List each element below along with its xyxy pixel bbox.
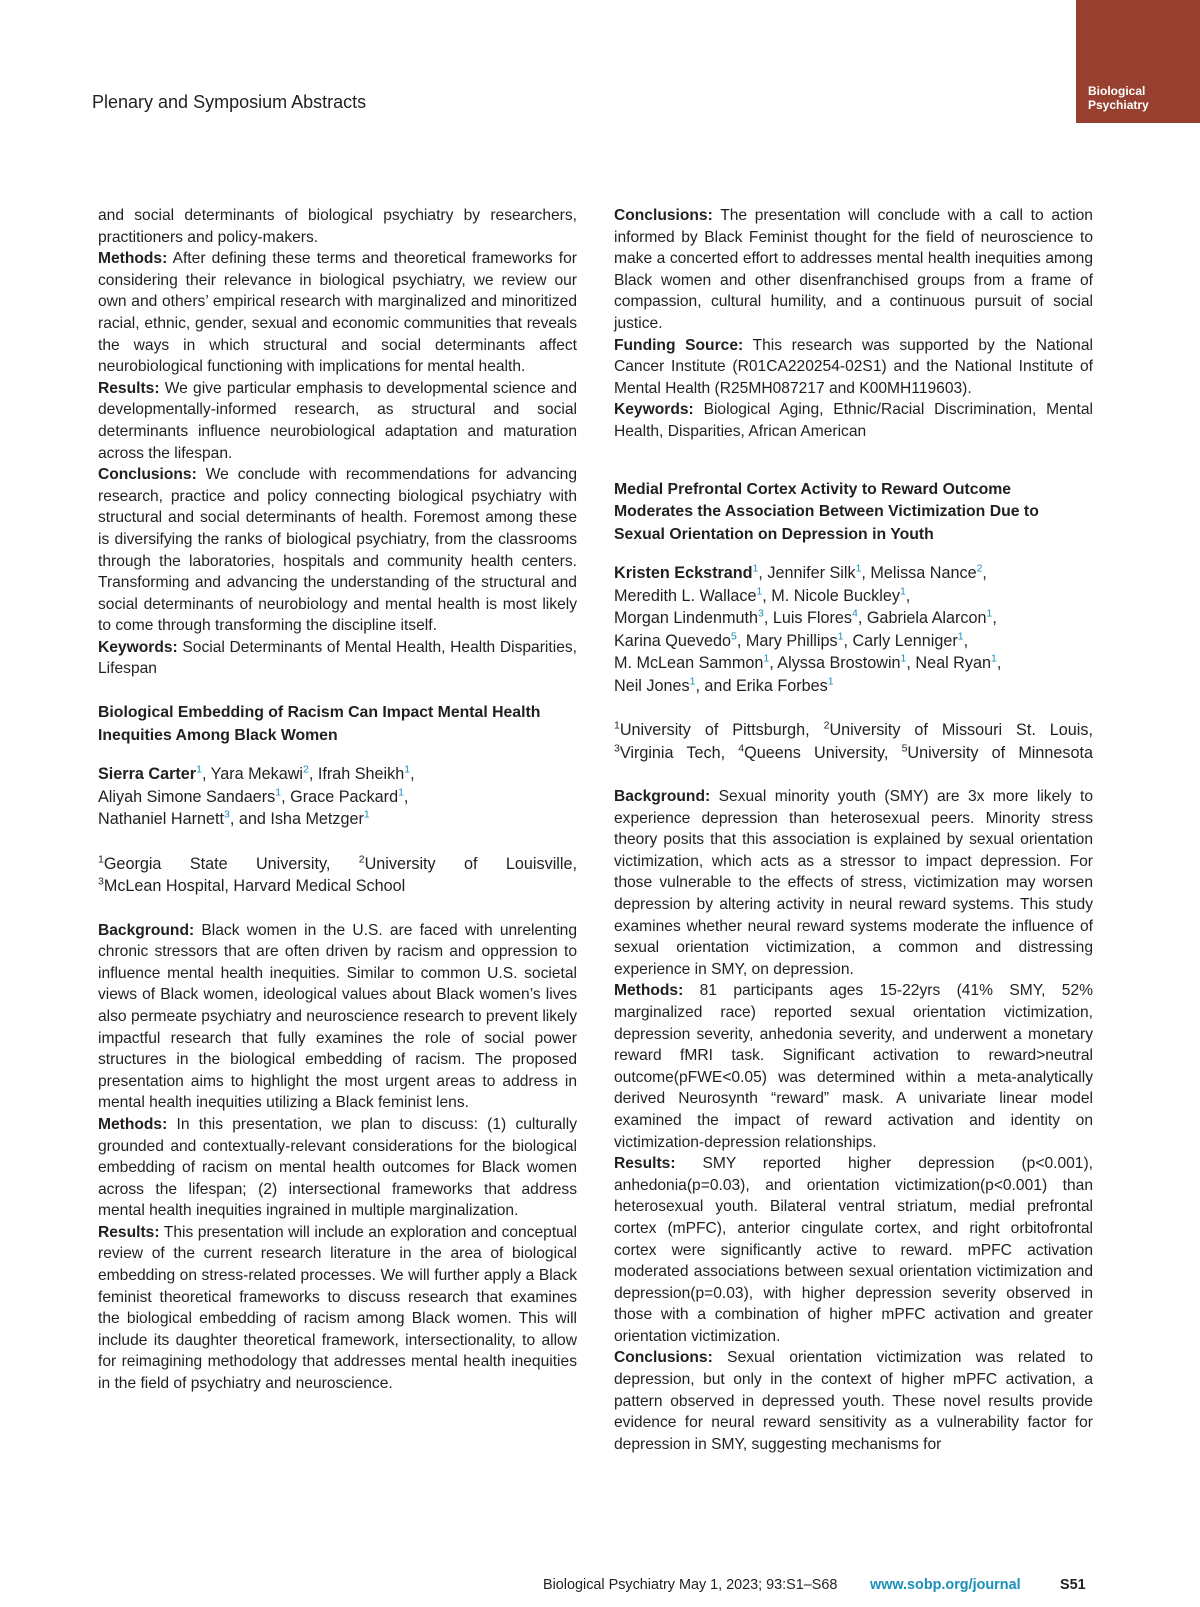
abstract3-methods [614,980,1093,1153]
author-affiliation-ref: 3 [223,808,230,821]
author-affiliation-ref: 1 [196,763,202,776]
author-affiliation-ref: 3 [757,607,764,620]
abstract2-title: Biological Embedding of Racism Can Impact Mental Health Inequities Among Black Women [98,704,541,744]
abstract2-affiliations: $^1$Georgia State University, $^2$University of Louisville, $^3$McLean Hospital, Harvard Medical School [98,853,577,896]
author-affiliation-ref: 1 [990,652,997,665]
abstract1-results [98,378,577,464]
abstract2-funding [614,335,1093,400]
abstract2-results [98,1222,577,1395]
section-label: Conclusions: [614,1349,713,1367]
author-name: Aliyah Simone Sandaers [98,787,276,806]
intro-continuation: and social determinants of biological psychiatry by researchers, practitioners and policy-makers. [98,207,577,246]
author-affiliation-ref: 1 [756,585,763,598]
author-name: Mary Phillips [745,631,838,650]
section-text: Social Determinants of Mental Health, Health Disparities, Lifespan [98,638,577,678]
affiliation-name: University of Pittsburgh [619,721,806,740]
abstract1-methods [98,248,577,378]
section-label: Methods: [98,250,168,268]
author-name: Isha Metzger [270,810,364,829]
abstract2-background [98,920,577,1114]
abstract3-results [614,1153,1093,1347]
section-label: Methods: [614,982,684,1000]
abstract2-keywords [614,399,1093,442]
journal-tab-line-2: Psychiatry [1088,98,1149,112]
abstract3-affiliations: $^1$University of Pittsburgh, $^2$University of Missouri St. Louis, $^3$Virginia Tech, $^4$Queens University, $^5$University of Minnesota [614,719,1093,762]
author-affiliation-ref: 1 [763,652,770,665]
author-name: Ifrah Sheikh [317,765,405,784]
affiliation-name: McLean Hospital, Harvard Medical School [103,877,406,896]
affiliation-name: Queens University [744,743,884,762]
section-text: Biological Aging, Ethnic/Racial Discrimination, Mental Health, Disparities, African American [614,401,1093,440]
author-affiliation-ref: 1 [900,652,907,665]
section-label: Conclusions: [614,207,713,224]
abstract1-conclusions [98,464,577,637]
author-affiliation-ref: 1 [827,675,834,688]
author-name: Neal Ryan [915,654,991,673]
author-affiliation-ref: 1 [404,763,411,776]
right-column [614,205,1093,1455]
affiliation-name: University of Minnesota [907,743,1093,762]
author-affiliation-ref: 1 [689,675,696,688]
author-name: Jennifer Silk [767,564,856,583]
section-label: Results: [614,1155,676,1173]
author-affiliation-ref: 1 [837,630,844,643]
author-name: Karina Quevedo [614,631,731,650]
section-label: Results: [98,379,160,397]
author-affiliation-ref: 1 [899,585,906,598]
section-label: Keywords: [614,401,694,419]
abstract1-keywords [98,637,577,680]
author-name: Nathaniel Harnett [98,810,224,829]
abstract3-background [614,786,1093,980]
section-label: Background: [614,788,711,806]
author-name: Erika Forbes [735,676,828,695]
footer-citation: Biological Psychiatry May 1, 2023; 93:S1–S68 [543,1577,838,1593]
left-column [98,205,577,1395]
section-label: Funding Source: [614,336,744,354]
abstract2-conclusions [614,205,1093,335]
section-text: After defining these terms and theoretical frameworks for considering their relevance in biological psychiatry, we review our own and others’ empirical research with marginalized and minoritized racial, ethnic, gender, sexual and economic communities that reveals the ways in which structural and social determinants affect neurobiological functioning with implications for mental health. [98,250,577,376]
section-text: Sexual orientation victimization was related to depression, but only in the context of higher mPFC activation, a pattern observed in depressed youth. These novel results provide evidence for neural reward sensitivity as a vulnerability factor for depression in SMY, suggesting mechanisms for [614,1349,1093,1453]
journal-tab-line-1: Biological [1088,84,1146,98]
author-affiliation-ref: 1 [363,808,370,821]
author-name: Grace Packard [290,787,399,806]
section-text: 81 participants ages 15-22yrs (41% SMY, 52% marginalized race) reported sexual orientation victimization, depression severity, anhedonia severity, and underwent a monetary reward fMRI task. Significant activation to reward>neutral outcome(pFWE<0.05) was determined within a meta-analytically derived Neurosynth “reward” mask. A univariate linear model examined the impact of reward activation and identity on victimization-depression relationships. [614,982,1093,1151]
author-affiliation-ref: 2 [976,562,983,575]
author-affiliation-ref: 1 [957,630,964,643]
author-name: Gabriela Alarcon [866,609,987,628]
author-affiliation-ref: 1 [855,562,862,575]
journal-tab [1076,0,1200,123]
author-name: M. Nicole Buckley [771,586,900,605]
section-text: We conclude with recommendations for advancing research, practice and policy connecting biological psychiatry with structural and social determinants of health. Foremost among these is diversifying the ranks of biological psychiatry, from the classrooms through the laboratories, hospitals and community health centers. Transforming and advancing the understanding of the structural and social determinants of neurobiology and mental health is most likely to come through transforming the discipline itself. [98,466,578,635]
section-text: Black women in the U.S. are faced with unrelenting chronic stressors that are often driven by racism and oppression to influence mental health inequities. Similar to common U.S. societal views of Black women, ideological values about Black women’s lives also permeate psychiatry and neuroscience research to prevent likely impactful research that fully examines the role of social power structures in the biological embedding of racism. The proposed presentation aims to highlight the most urgent areas to address in mental health inequities utilizing a Black feminist lens. [98,921,578,1112]
section-label: Background: [98,921,195,939]
section-label: Conclusions: [98,466,197,484]
author-affiliation-ref: 5 [731,630,737,643]
section-text: This research was supported by the National Cancer Institute (R01CA220254-02S1) and the National Institute of Mental Health (R25MH087217 and K00MH119603). [614,336,1093,397]
author-affiliation-ref: 1 [986,607,993,620]
author-name: Luis Flores [772,609,852,628]
section-text: SMY reported higher depression (p<0.001), anhedonia(p=0.03), and orientation victimization(p<0.001) than heterosexual youth. Bilateral ventral striatum, medial prefrontal cortex (mPFC), anterior cingulate cortex, and right orbitofrontal cortex were significantly active to reward. mPFC activation moderated associations between sexual orientation victimization and depression(p=0.03), with higher depression severity observed in those with a combination of higher mPFC activation and greater orientation victimization. [614,1155,1093,1345]
running-head: Plenary and Symposium Abstracts [92,92,367,112]
section-text: In this presentation, we plan to discuss: (1) culturally grounded and contextually-relevant considerations for the biological embedding of racism on mental health outcomes for Black women across the lifespan; (2) intersectional frameworks that address mental health inequities ingrained in multiple marginalization. [98,1115,577,1220]
section-text: This presentation will include an exploration and conceptual review of the current research literature in the area of biological embedding on stress-related processes. We will further apply a Black feminist theoretical frameworks to discuss research that examines the biological embedding of racism among Black women. This will include its daughter theoretical framework, intersectionality, to allow for reimagining methodology that addresses mental health inequities in the field of psychiatry and neuroscience. [98,1223,577,1393]
section-label: Methods: [98,1115,168,1133]
author-affiliation-ref: 1 [752,562,759,575]
section-text: The presentation will conclude with a call to action informed by Black Feminist thought for the field of neuroscience to make a concerted effort to addresses mental health inequities among Black women and other disenfranchised groups from a frame of compassion, cultural humility, and a continuous pursuit of social justice. [614,207,1093,332]
author-name: M. McLean Sammon [614,654,764,673]
section-text: We give particular emphasis to developmental science and developmentally-informed research, as structural and social determinants influence neurobiological adaptation and maturation across the lifespan. [98,379,577,462]
author-name: Kristen Eckstrand [614,564,753,583]
author-name: Carly Lenniger [852,631,958,650]
author-name: Yara Mekawi [210,765,303,784]
author-affiliation-ref: 4 [852,607,858,620]
author-affiliation-ref: 1 [398,786,404,799]
affiliation-name: Virginia Tech [619,743,721,762]
author-name: Morgan Lindenmuth [614,609,758,628]
author-name: Melissa Nance [870,564,977,583]
abstract3-authors: Kristen Eckstrand$^1$, Jennifer Silk$^1$, Melissa Nance$^2$, Meredith L. Wallace$^1$, M. Nicole Buckley$^1$, Morgan Lindenmuth$^3$, Luis Flores$^4$, Gabriela Alarcon$^1$, Karina Quevedo$^5$, Mary Phillips$^1$, Carly Lenniger$^1$, M. McLean Sammon$^1$, Alyssa Brostowin$^1$, Neal Ryan$^1$, Neil Jones$^1$, and Erika Forbes$^1$ [614,562,1002,695]
author-affiliation-ref: 2 [303,763,309,776]
section-label: Results: [98,1223,160,1241]
affiliation-name: Georgia State University [103,854,326,873]
abstract3-title: Medial Prefrontal Cortex Activity to Reward Outcome Moderates the Association Between Victimization Due to Sexual Orientation on Depression in Youth [614,480,1039,543]
page-number: S51 [1060,1577,1086,1593]
author-name: Alyssa Brostowin [777,654,901,673]
abstract3-conclusions [614,1347,1093,1455]
author-name: Meredith L. Wallace [614,586,757,605]
author-affiliation-ref: 1 [275,786,282,799]
affiliation-name: University of Missouri St. Louis [829,721,1089,740]
affiliation-name: University of Louisville [364,854,573,873]
author-name: Sierra Carter [98,765,197,784]
author-name: Neil Jones [614,676,690,695]
abstract2-methods [98,1114,577,1222]
abstract2-authors: Sierra Carter$^1$, Yara Mekawi$^2$, Ifrah Sheikh$^1$, Aliyah Simone Sandaers$^1$, Grace Packard$^1$, Nathaniel Harnett$^3$, and Isha Metzger$^1$ [98,763,415,829]
section-label: Keywords: [98,638,178,656]
footer-journal-link[interactable]: www.sobp.org/journal [870,1577,1021,1593]
section-text: Sexual minority youth (SMY) are 3x more likely to experience depression than heterosexual peers. Minority stress theory posits that this association is explained by sexual orientation victimization, which acts as a stressor to impact depression. For those vulnerable to the effects of stress, victimization may worsen depression by altering activity in neural reward systems. This study examines whether neural reward systems moderate the influence of sexual orientation victimization, a common and distressing experience in SMY, on depression. [614,788,1093,978]
